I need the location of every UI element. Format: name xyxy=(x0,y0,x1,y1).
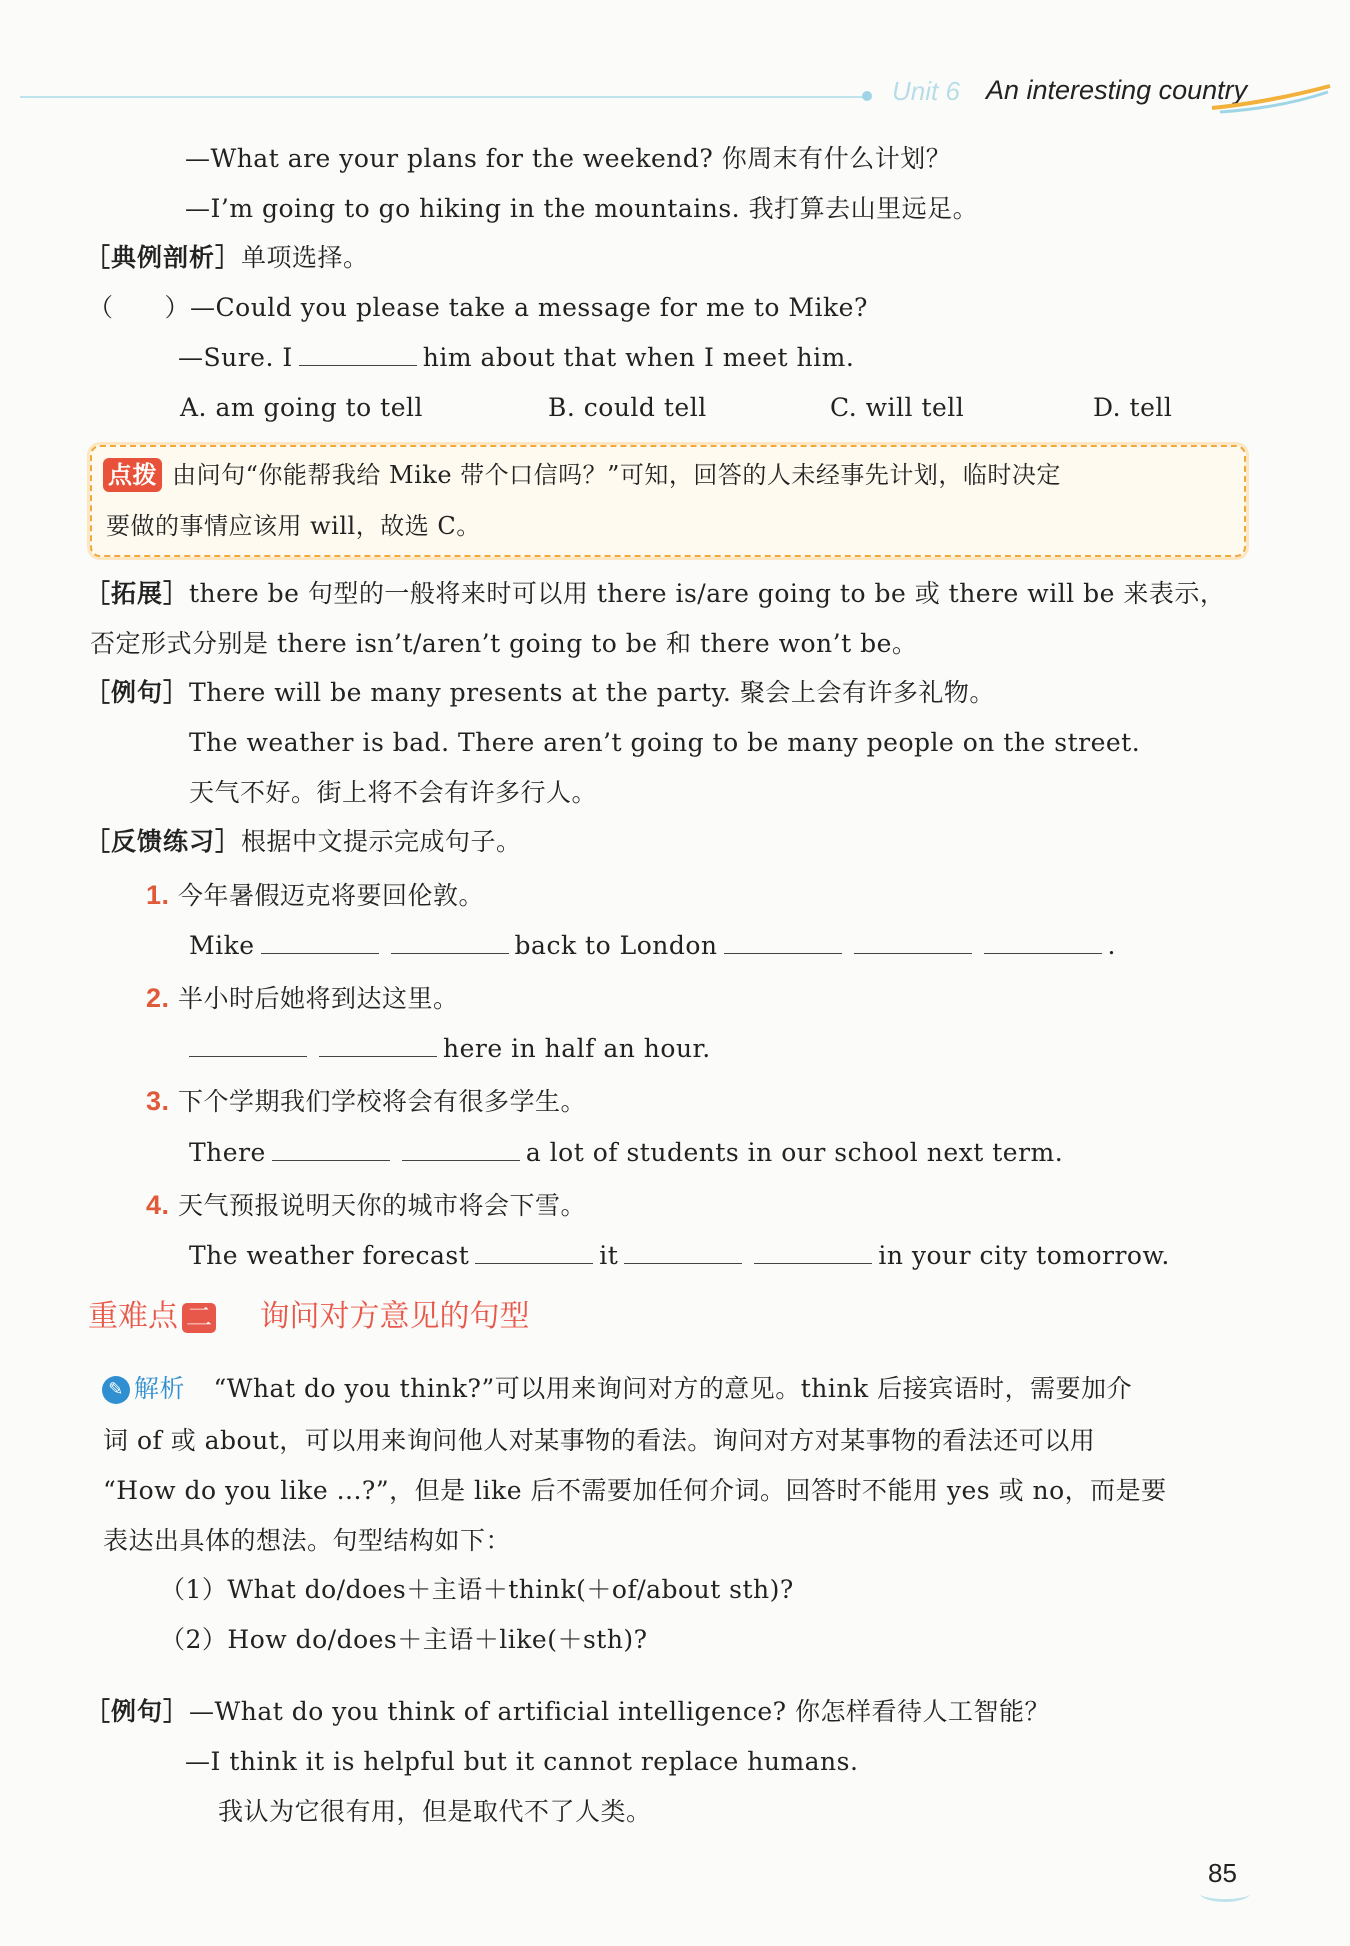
example2-tag: ［例句］ xyxy=(85,1697,190,1726)
question-text: —Could you please take a message for me to Mike? xyxy=(190,293,868,322)
blank-3b[interactable] xyxy=(402,1138,520,1161)
pencil-icon: ✎ xyxy=(102,1376,130,1404)
feedback-item-2-cn xyxy=(146,982,459,1015)
feedback-item-1-p3: . xyxy=(1107,931,1116,960)
feedback-item-3-p1: There xyxy=(189,1138,266,1167)
section2-number-badge: 二 xyxy=(182,1303,216,1333)
feedback-item-2-cn-text: 半小时后她将到达这里。 xyxy=(177,984,459,1013)
feedback-item-3-en xyxy=(189,1137,1063,1169)
analysis-text-1: “What do you think?”可以用来询问对方的意见。think 后接宾语时，需要加介 xyxy=(213,1374,1133,1403)
analysis-label-wrap xyxy=(102,1374,185,1403)
example2-line-3: 我认为它很有用，但是取代不了人类。 xyxy=(218,1797,652,1826)
feedback-item-4-num: 4. xyxy=(146,1190,170,1220)
feedback-item-4-p2: it xyxy=(599,1241,619,1270)
example2-text-1: —What do you think of artificial intelligence? 你怎样看待人工智能？ xyxy=(189,1697,1050,1726)
section2-prefix: 重难点 xyxy=(88,1299,178,1334)
feedback-item-4-p1: The weather forecast xyxy=(189,1241,470,1270)
feedback-item-2-en xyxy=(183,1033,711,1065)
example2-line-1 xyxy=(85,1696,1050,1728)
answer-line xyxy=(178,342,854,374)
feedback-item-1-cn-text: 今年暑假迈克将要回伦敦。 xyxy=(177,881,484,910)
feedback-item-4-cn xyxy=(146,1189,586,1222)
feedback-item-1-num: 1. xyxy=(146,880,170,910)
unit-title: An interesting country xyxy=(986,75,1248,105)
example1-text-1: There will be many presents at the party. 聚会上会有许多礼物。 xyxy=(189,678,995,707)
tip-badge: 点拨 xyxy=(103,458,162,492)
example1-tag: ［例句］ xyxy=(85,678,190,707)
answer-post: him about that when I meet him. xyxy=(422,343,855,372)
feedback-item-1-en xyxy=(189,930,1116,962)
blank-4a[interactable] xyxy=(475,1241,593,1264)
tip-line-2: 要做的事情应该用 will，故选 C。 xyxy=(106,512,481,540)
analysis-label: 解析 xyxy=(134,1374,186,1403)
feedback-item-3-p2: a lot of students in our school next term. xyxy=(525,1138,1064,1167)
feedback-item-3-cn-text: 下个学期我们学校将会有很多学生。 xyxy=(177,1087,586,1116)
option-a[interactable]: A. am going to tell xyxy=(180,393,423,422)
feedback-item-4-cn-text: 天气预报说明天你的城市将会下雪。 xyxy=(177,1191,586,1220)
answer-blank[interactable] xyxy=(299,343,417,366)
blank-3a[interactable] xyxy=(272,1138,390,1161)
page-number: 85 xyxy=(1208,1858,1237,1888)
feedback-instruction: 根据中文提示完成句子。 xyxy=(241,827,522,856)
option-b[interactable]: B. could tell xyxy=(548,393,707,422)
example1-line-2: The weather is bad. There aren’t going to be many people on the street. xyxy=(189,728,1141,757)
blank-1e[interactable] xyxy=(984,931,1102,954)
extension-text-1: there be 句型的一般将来时可以用 there is/are going to be 或 there will be 来表示， xyxy=(189,579,1226,608)
example1-line-1 xyxy=(85,677,995,709)
blank-1b[interactable] xyxy=(391,931,509,954)
header-rule xyxy=(20,96,870,98)
feedback-item-1-cn xyxy=(146,879,484,912)
blank-1d[interactable] xyxy=(854,931,972,954)
extension-tag: ［拓展］ xyxy=(85,579,190,608)
blank-1c[interactable] xyxy=(724,931,842,954)
feedback-item-3-num: 3. xyxy=(146,1086,170,1116)
page-number-curve xyxy=(1200,1885,1250,1902)
example-analysis-block xyxy=(85,242,369,274)
blank-4b[interactable] xyxy=(624,1241,742,1264)
unit-label: Unit 6 xyxy=(892,76,960,106)
answer-paren: （ ） xyxy=(88,293,191,322)
analysis-line-1 xyxy=(102,1373,1132,1405)
feedback-item-2-num: 2. xyxy=(146,983,170,1013)
example-analysis-tag: ［典例剖析］ xyxy=(85,243,242,272)
feedback-item-4-en xyxy=(189,1240,1170,1272)
option-c[interactable]: C. will tell xyxy=(830,393,965,422)
feedback-item-1-p2: back to London xyxy=(514,931,718,960)
header-dot-icon xyxy=(862,91,872,101)
answer-pre: —Sure. I xyxy=(178,343,293,372)
example-analysis-instruction: 单项选择。 xyxy=(241,243,369,272)
section2-heading xyxy=(88,1291,530,1335)
question-line xyxy=(88,292,868,324)
option-d[interactable]: D. tell xyxy=(1093,393,1173,422)
blank-2b[interactable] xyxy=(319,1034,437,1057)
feedback-tag: ［反馈练习］ xyxy=(85,827,242,856)
tip-line-1: 由问句“你能帮我给 Mike 带个口信吗？”可知，回答的人未经事先计划，临时决定 xyxy=(172,461,1061,489)
extension-line-2: 否定形式分别是 there isn’t/aren’t going to be 和 there won’t be。 xyxy=(90,629,918,658)
analysis-line-2: 词 of 或 about，可以用来询问他人对某事物的看法。询问对方对某事物的看法还可以用 xyxy=(103,1426,1096,1455)
blank-2a[interactable] xyxy=(189,1034,307,1057)
analysis-line-3: “How do you like ...?”，但是 like 后不需要加任何介词。回答时不能用 yes 或 no，而是要 xyxy=(103,1476,1167,1505)
extension-line-1 xyxy=(85,578,1225,610)
feedback-item-2-p1: here in half an hour. xyxy=(443,1034,711,1063)
tip-line-1-wrap xyxy=(103,458,1061,492)
header-swoosh-icon xyxy=(1210,84,1332,114)
feedback-item-4-p3: in your city tomorrow. xyxy=(878,1241,1170,1270)
dialogue-line-2: —I’m going to go hiking in the mountains. 我打算去山里远足。 xyxy=(185,194,979,223)
analysis-line-4: 表达出具体的想法。句型结构如下： xyxy=(103,1526,512,1555)
feedback-item-3-cn xyxy=(146,1085,586,1118)
example2-line-2: —I think it is helpful but it cannot replace humans. xyxy=(185,1747,859,1776)
analysis-pattern-2: （2）How do/does＋主语＋like(＋sth)? xyxy=(160,1625,648,1654)
dialogue-line-1: —What are your plans for the weekend? 你周末有什么计划？ xyxy=(185,144,952,173)
feedback-header xyxy=(85,826,522,858)
feedback-item-1-p1: Mike xyxy=(189,931,255,960)
blank-1a[interactable] xyxy=(261,931,379,954)
blank-4c[interactable] xyxy=(754,1241,872,1264)
example1-line-3: 天气不好。街上将不会有许多行人。 xyxy=(189,778,598,807)
section2-title: 询问对方意见的句型 xyxy=(259,1299,530,1334)
analysis-pattern-1: （1）What do/does＋主语＋think(＋of/about sth)? xyxy=(160,1575,794,1604)
